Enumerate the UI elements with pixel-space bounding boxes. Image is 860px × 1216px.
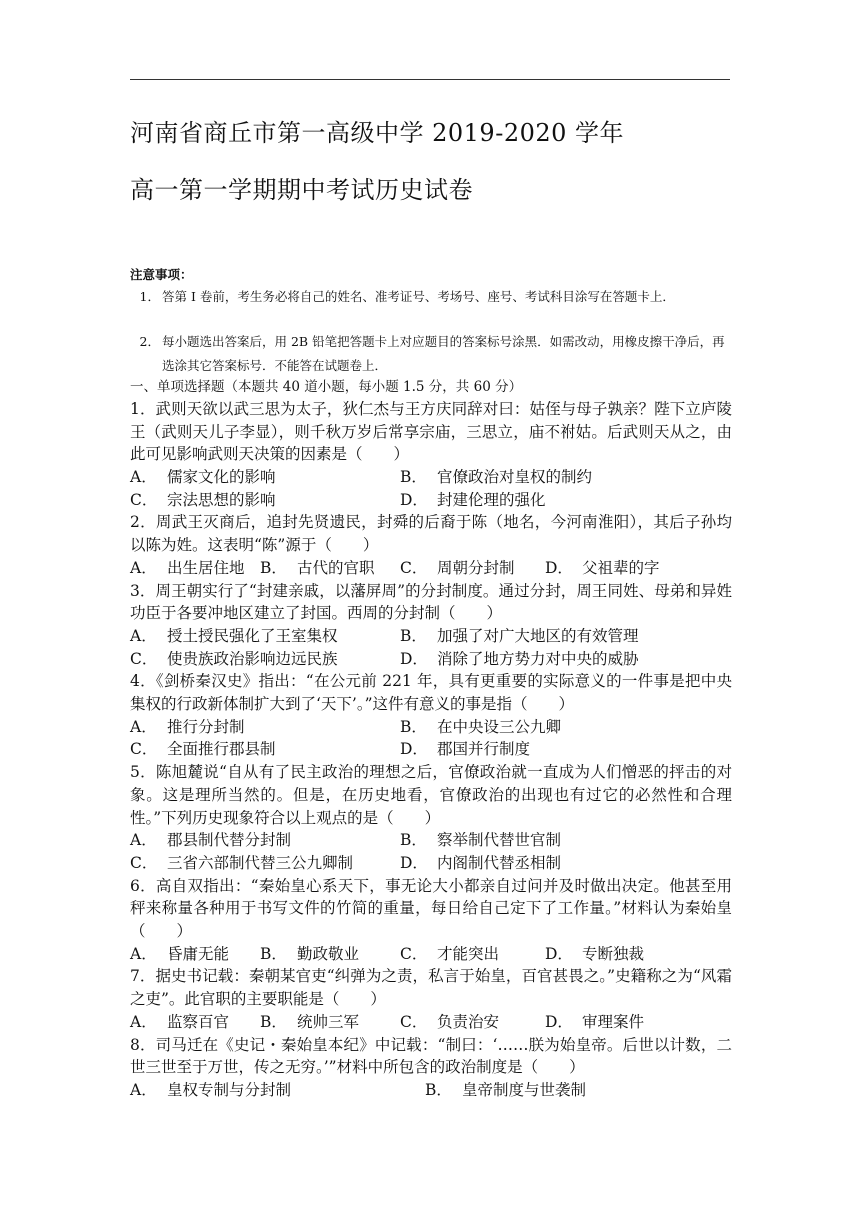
answer-option bbox=[545, 557, 660, 580]
option-letter: A． bbox=[130, 717, 157, 736]
notice-item-text: 答第 I 卷前，考生务必将自己的姓名、准考证号、考场号、座号、考试科目涂写在答题卡上． bbox=[162, 289, 675, 304]
option-text: 推行分封制 bbox=[167, 717, 245, 736]
answer-option bbox=[400, 738, 530, 761]
option-letter: D． bbox=[400, 490, 428, 509]
options-row bbox=[130, 648, 732, 671]
answer-option bbox=[260, 943, 359, 966]
answer-option bbox=[545, 943, 644, 966]
answer-option bbox=[130, 557, 245, 580]
answer-option bbox=[400, 716, 561, 739]
option-letter: D． bbox=[545, 1012, 573, 1031]
option-letter: A． bbox=[130, 626, 157, 645]
answer-option bbox=[130, 738, 276, 761]
answer-option bbox=[260, 557, 375, 580]
answer-option bbox=[130, 489, 276, 512]
option-text: 审理案件 bbox=[582, 1012, 645, 1031]
answer-option bbox=[425, 1079, 586, 1102]
option-text: 使贵族政治影响边远民族 bbox=[167, 649, 338, 668]
question-stem: 3．周王朝实行了“封建亲戚，以藩屏周”的分封制度。通过分封，周王同姓、母弟和异姓功臣于各要冲地区建立了封国。西周的分封制（ ） bbox=[130, 581, 732, 623]
option-letter: A． bbox=[130, 1080, 157, 1099]
option-letter: A． bbox=[130, 944, 157, 963]
option-letter: A． bbox=[130, 831, 157, 850]
option-letter: C． bbox=[130, 649, 158, 668]
header-rule bbox=[130, 79, 730, 80]
answer-option bbox=[400, 829, 561, 852]
question-stem: 4．《剑桥秦汉史》指出：“在公元前 221 年，具有更重要的实际意义的一件事是把中央集权的行政新体制扩大到了‘天下’。”这件有意义的事是指（ ） bbox=[130, 672, 732, 714]
option-letter: D． bbox=[545, 944, 573, 963]
option-letter: C． bbox=[400, 1012, 428, 1031]
options-row bbox=[130, 852, 732, 875]
option-text: 才能突出 bbox=[437, 944, 500, 963]
answer-option bbox=[130, 625, 338, 648]
question-list bbox=[130, 398, 732, 1102]
option-text: 父祖辈的字 bbox=[582, 558, 660, 577]
title-line-1: 河南省商丘市第一高级中学 2019-2020 学年 bbox=[130, 119, 625, 147]
option-letter: B． bbox=[260, 1012, 287, 1031]
option-text: 儒家文化的影响 bbox=[167, 468, 276, 487]
answer-option bbox=[400, 557, 515, 580]
option-text: 宗法思想的影响 bbox=[167, 490, 276, 509]
options-row bbox=[130, 738, 732, 761]
notice-item bbox=[130, 285, 730, 309]
option-text: 皇权专制与分封制 bbox=[167, 1080, 292, 1099]
question-stem: 7．据史书记载：秦朝某官吏“纠弹为之责，私言于始皇，百官甚畏之。”史籍称之为“风霜之吏”。此官职的主要职能是（ ） bbox=[130, 967, 732, 1009]
option-text: 消除了地方势力对中央的威胁 bbox=[437, 649, 639, 668]
question-stem: 8．司马迁在《史记・秦始皇本纪》中记载：“制曰：‘……朕为始皇帝。后世以计数，二世三世至于万世，传之无穷。’”材料中所包含的政治制度是（ ） bbox=[130, 1035, 732, 1077]
answer-option bbox=[130, 716, 245, 739]
option-text: 皇帝制度与世袭制 bbox=[462, 1080, 587, 1099]
question-stem: 1．武则天欲以武三思为太子，狄仁杰与王方庆同辞对曰：姑侄与母子孰亲？陛下立庐陵王（武则天儿子李显），则千秋万岁后常享宗庙，三思立，庙不祔姑。后武则天从之，由此可见影响武则天决策的因素是（ ） bbox=[130, 400, 732, 464]
option-letter: D． bbox=[545, 558, 573, 577]
question-stem: 6．高自双指出：“秦始皇心系天下，事无论大小都亲自过问并及时做出决定。他甚至用秤来称量各种用于书写文件的竹简的重量，每日给自己定下了工作量。”材料认为秦始皇（ ） bbox=[130, 876, 732, 941]
option-letter: A． bbox=[130, 468, 157, 487]
answer-option bbox=[400, 852, 561, 875]
option-letter: B． bbox=[400, 831, 427, 850]
question-stem: 2．周武王灭商后，追封先贤遗民，封舜的后裔于陈（地名，今河南淮阳），其后子孙均以陈为姓。这表明“陈”源于（ ） bbox=[130, 513, 732, 555]
option-text: 三省六部制代替三公九卿制 bbox=[167, 853, 354, 872]
option-text: 郡县制代替分封制 bbox=[167, 831, 292, 850]
notice-item-number: 1． bbox=[139, 289, 160, 304]
option-text: 郡国并行制度 bbox=[437, 740, 531, 759]
title-line-2: 高一第一学期期中考试历史试卷 bbox=[130, 176, 473, 204]
option-text: 封建伦理的强化 bbox=[437, 490, 546, 509]
answer-option bbox=[130, 1079, 291, 1102]
answer-option bbox=[130, 852, 353, 875]
option-letter: C． bbox=[130, 853, 158, 872]
answer-option bbox=[130, 829, 291, 852]
options-row bbox=[130, 489, 732, 512]
answer-option bbox=[545, 1011, 644, 1034]
options-row bbox=[130, 1011, 732, 1034]
option-text: 内阁制代替丞相制 bbox=[437, 853, 562, 872]
option-letter: D． bbox=[400, 853, 428, 872]
options-row bbox=[130, 625, 732, 648]
section-title: 一、单项选择题（本题共 40 道小题，每小题 1.5 分，共 60 分） bbox=[130, 379, 523, 395]
option-text: 全面推行郡县制 bbox=[167, 740, 276, 759]
options-row bbox=[130, 557, 732, 580]
question-stem: 5．陈旭麓说“自从有了民主政治的理想之后，官僚政治就一直成为人们憎恶的抨击的对象。这是理所当然的。但是，在历史地看，官僚政治的出现也有过它的必然性和合理性。”下列历史现象符合以上观点的是（ ） bbox=[130, 763, 732, 827]
answer-option bbox=[400, 625, 639, 648]
option-letter: D． bbox=[400, 740, 428, 759]
option-text: 专断独裁 bbox=[582, 944, 645, 963]
option-letter: C． bbox=[130, 740, 158, 759]
notice-item-text: 每小题选出答案后，用 2B 铅笔把答题卡上对应题目的答案标号涂黑．如需改动，用橡皮擦干净后，再选涂其它答案标号．不能答在试题卷上． bbox=[162, 334, 725, 373]
answer-option bbox=[130, 943, 229, 966]
option-text: 昏庸无能 bbox=[167, 944, 230, 963]
notice-heading: 注意事项： bbox=[130, 267, 193, 282]
option-text: 出生居住地 bbox=[167, 558, 245, 577]
option-text: 统帅三军 bbox=[297, 1012, 360, 1031]
options-row bbox=[130, 466, 732, 489]
option-letter: B． bbox=[425, 1080, 452, 1099]
option-letter: A． bbox=[130, 558, 157, 577]
options-row bbox=[130, 943, 732, 966]
options-row bbox=[130, 829, 732, 852]
option-text: 加强了对广大地区的有效管理 bbox=[437, 626, 639, 645]
answer-option bbox=[400, 489, 546, 512]
option-text: 监察百官 bbox=[167, 1012, 230, 1031]
notice-item-number: 2． bbox=[139, 334, 160, 349]
option-text: 古代的官职 bbox=[297, 558, 375, 577]
option-text: 在中央设三公九卿 bbox=[437, 717, 562, 736]
option-letter: B． bbox=[400, 717, 427, 736]
option-letter: B． bbox=[260, 558, 287, 577]
answer-option bbox=[400, 466, 592, 489]
answer-option bbox=[400, 1011, 499, 1034]
answer-option bbox=[400, 648, 639, 671]
option-letter: C． bbox=[130, 490, 158, 509]
option-letter: B． bbox=[260, 944, 287, 963]
answer-option bbox=[260, 1011, 359, 1034]
answer-option bbox=[400, 943, 499, 966]
notice-item bbox=[130, 330, 730, 378]
options-row bbox=[130, 1079, 732, 1102]
option-text: 负责治安 bbox=[437, 1012, 500, 1031]
answer-option bbox=[130, 648, 338, 671]
option-text: 周朝分封制 bbox=[437, 558, 515, 577]
option-letter: C． bbox=[400, 944, 428, 963]
option-letter: B． bbox=[400, 468, 427, 487]
option-letter: A． bbox=[130, 1012, 157, 1031]
answer-option bbox=[130, 466, 276, 489]
answer-option bbox=[130, 1011, 229, 1034]
option-letter: C． bbox=[400, 558, 428, 577]
option-letter: B． bbox=[400, 626, 427, 645]
option-text: 官僚政治对皇权的制约 bbox=[437, 468, 593, 487]
options-row bbox=[130, 716, 732, 739]
option-text: 察举制代替世官制 bbox=[437, 831, 562, 850]
option-text: 授土授民强化了王室集权 bbox=[167, 626, 338, 645]
option-letter: D． bbox=[400, 649, 428, 668]
option-text: 勤政敬业 bbox=[297, 944, 360, 963]
